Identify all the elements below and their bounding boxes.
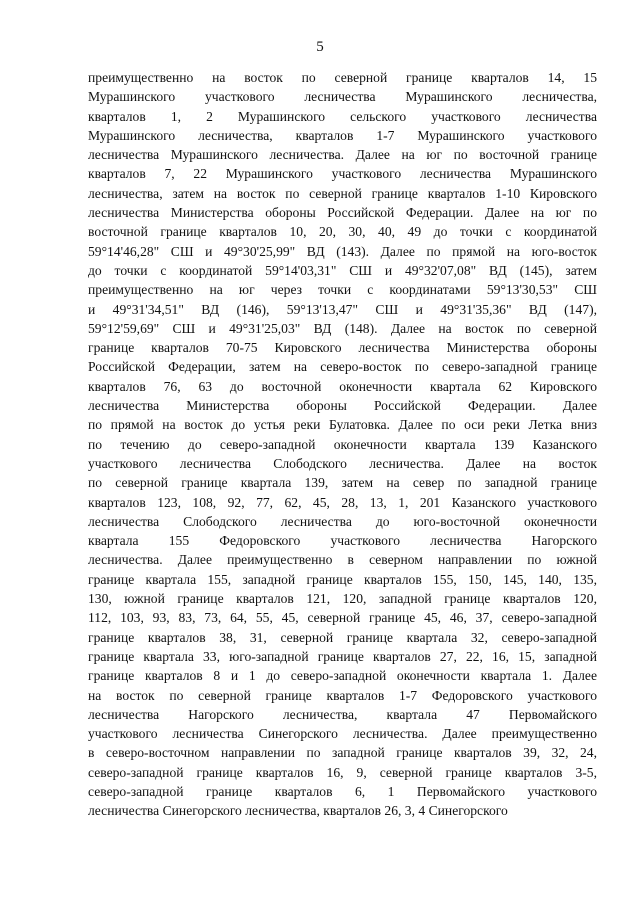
text-line: и 49°31'34,51" ВД (146), 59°13'13,47" СШ и 49°31'35,36" ВД (147), xyxy=(88,301,597,317)
text-line: лесничества, затем на восток по северной границе кварталов 1-10 Кировского xyxy=(88,185,597,201)
text-line: границе кварталов 70-75 Кировского лесничества Министерства обороны xyxy=(88,340,597,356)
text-line: Мурашинского участкового лесничества Мурашинского лесничества, xyxy=(88,89,597,105)
text-line: лесничества Министерства обороны Российской Федерации. Далее xyxy=(88,398,597,414)
text-line: кварталов 7, 22 Мурашинского участкового лесничества Мурашинского xyxy=(88,166,597,182)
text-line: участкового лесничества Слободского лесничества. Далее на восток xyxy=(88,455,597,471)
text-line: Российской Федерации, затем на северо-восток по северо-западной границе xyxy=(88,359,597,375)
text-line: лесничества Нагорского лесничества, квартала 47 Первомайского xyxy=(88,706,597,722)
text-line: в северо-восточном направлении по западной границе кварталов 39, 32, 24, xyxy=(88,745,597,761)
text-line: восточной границе кварталов 10, 20, 30, 40, 49 до точки с координатой xyxy=(88,224,597,240)
text-line: по прямой на восток до устья реки Булатовка. Далее по оси реки Летка вниз xyxy=(88,417,597,433)
text-line: лесничества Слободского лесничества до юго-восточной оконечности xyxy=(88,513,597,529)
text-line: Мурашинского лесничества, кварталов 1-7 Мурашинского участкового xyxy=(88,127,597,143)
text-line: границе кварталов 38, 31, северной границе квартала 32, северо-западной xyxy=(88,629,597,645)
text-line: 130, южной границе кварталов 121, 120, западной границе кварталов 120, xyxy=(88,591,597,607)
text-line: лесничества Министерства обороны Российской Федерации. Далее на юг по xyxy=(88,205,597,221)
text-line: преимущественно на восток по северной границе кварталов 14, 15 xyxy=(88,70,597,85)
text-line: кварталов 123, 108, 92, 77, 62, 45, 28, 13, 1, 201 Казанского участкового xyxy=(88,494,597,510)
text-line: квартала 155 Федоровского участкового лесничества Нагорского xyxy=(88,533,597,549)
text-line: по течению до северо-западной оконечности квартала 139 Казанского xyxy=(88,436,597,452)
text-line: северо-западной границе кварталов 16, 9, северной границе кварталов 3-5, xyxy=(88,764,597,780)
text-line: 112, 103, 93, 83, 73, 64, 55, 45, северной границе 45, 46, 37, северо-западной xyxy=(88,610,597,626)
text-line: участкового лесничества Синегорского лесничества. Далее преимущественно xyxy=(88,726,597,742)
text-line: границе квартала 155, западной границе кварталов 155, 150, 145, 140, 135, xyxy=(88,571,597,587)
text-line: кварталов 76, 63 до восточной оконечности квартала 62 Кировского xyxy=(88,378,597,394)
text-line: преимущественно на юг через точки с координатами 59°13'30,53" СШ xyxy=(88,282,597,298)
text-line: на восток по северной границе кварталов 1-7 Федоровского участкового xyxy=(88,687,597,703)
text-line: по северной границе квартала 139, затем на север по западной границе xyxy=(88,475,597,491)
text-line: границе квартала 33, юго-западной границе кварталов 27, 22, 16, 15, западной xyxy=(88,648,597,664)
text-line: лесничества. Далее преимущественно в северном направлении по южной xyxy=(88,552,597,568)
text-line: до точки с координатой 59°14'03,31" СШ и 49°32'07,08" ВД (145), затем xyxy=(88,262,597,278)
text-line: 59°14'46,28" СШ и 49°30'25,99" ВД (143). Далее по прямой на юго-восток xyxy=(88,243,597,259)
text-line: границе кварталов 8 и 1 до северо-западной оконечности квартала 1. Далее xyxy=(88,668,597,684)
page-number: 5 xyxy=(316,39,324,55)
text-line: северо-западной границе кварталов 6, 1 Первомайского участкового xyxy=(88,783,597,799)
text-line: лесничества Синегорского лесничества, кварталов 26, 3, 4 Синегорского xyxy=(88,803,508,819)
body-text xyxy=(88,68,597,821)
text-line: лесничества Мурашинского лесничества. Далее на юг по восточной границе xyxy=(88,147,597,163)
text-line: кварталов 1, 2 Мурашинского сельского участкового лесничества xyxy=(88,108,597,124)
text-line: 59°12'59,69" СШ и 49°31'25,03" ВД (148). Далее на восток по северной xyxy=(88,320,597,336)
